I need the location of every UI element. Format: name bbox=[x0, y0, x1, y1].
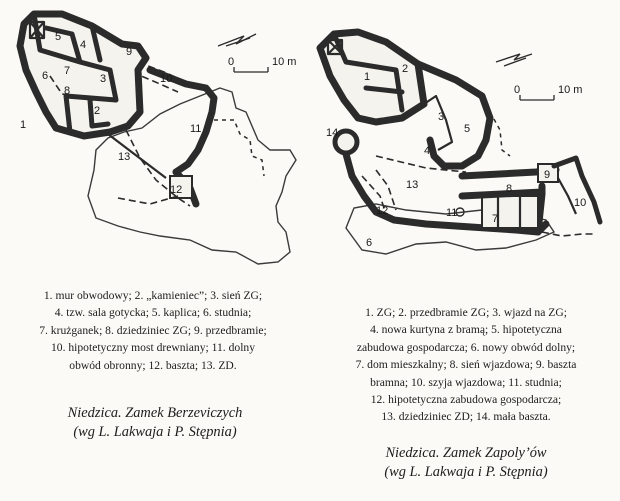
label-10: 10 bbox=[160, 73, 173, 85]
lower-wall-11 bbox=[150, 70, 214, 172]
north-arrow-icon bbox=[496, 54, 532, 66]
label-5: 5 bbox=[55, 31, 62, 43]
scale-zero-right: 0 bbox=[514, 84, 521, 96]
legend-berzeviczy bbox=[4, 287, 302, 374]
label-5-right: 5 bbox=[464, 123, 471, 135]
figure-source: (wg L. Lakwaja i P. Stępnia) bbox=[73, 424, 237, 440]
figure-title: Niedzica. Zamek Berzeviczych bbox=[67, 405, 243, 421]
label-10-right: 10 bbox=[574, 197, 587, 209]
plan-zapolya bbox=[306, 0, 620, 285]
legend-line: 7. dom mieszkalny; 8. sień wjazdowa; 9. baszta bbox=[355, 358, 577, 372]
scale-ten-right: 10 m bbox=[558, 84, 583, 96]
legend-line: 12. hipotetyczna zabudowa gospodarcza; bbox=[370, 393, 562, 407]
legend-line: zabudowa gospodarcza; 6. nowy obwód dolny; bbox=[356, 340, 576, 354]
scale-bar bbox=[228, 56, 296, 72]
legend-line: 10. hipotetyczny most drewniany; 11. dolny bbox=[50, 341, 256, 355]
house-7 bbox=[482, 196, 538, 228]
label-4-right: 4 bbox=[424, 145, 431, 157]
legend-line: 4. nowa kurtyna z bramą; 5. hipotetyczna bbox=[370, 323, 562, 337]
label-9-right: 9 bbox=[544, 169, 551, 181]
label-14-right: 14 bbox=[326, 127, 339, 139]
label-2-right: 2 bbox=[402, 63, 409, 75]
scale-zero: 0 bbox=[228, 56, 235, 68]
label-4: 4 bbox=[80, 39, 87, 51]
title-berzeviczy bbox=[0, 404, 310, 442]
label-1: 1 bbox=[20, 119, 27, 131]
label-7-right: 7 bbox=[492, 213, 499, 225]
title-zapolya bbox=[316, 444, 616, 482]
plan-zapolya-drawing bbox=[306, 0, 620, 285]
label-8-right: 8 bbox=[506, 183, 513, 195]
hatch-wall bbox=[214, 120, 264, 176]
plan-berzeviczy bbox=[0, 0, 310, 285]
label-13: 13 bbox=[118, 151, 131, 163]
legend-line: 13. dziedziniec ZD; 14. mała baszta. bbox=[381, 410, 551, 424]
label-12-right: 12 bbox=[376, 205, 389, 217]
legend-line: 7. krużganek; 8. dziedziniec ZG; 9. przedbramie; bbox=[39, 323, 267, 337]
legend-line: 1. mur obwodowy; 2. „kamieniec”; 3. sień ZG; bbox=[43, 289, 263, 302]
label-3-right: 3 bbox=[438, 111, 445, 123]
entry-neck-10 bbox=[554, 158, 600, 222]
label-11-right: 11 bbox=[446, 207, 458, 219]
north-arrow-icon bbox=[218, 34, 256, 46]
scale-ten: 10 m bbox=[272, 56, 297, 68]
figure-title: Niedzica. Zamek Zapoly’ów bbox=[385, 445, 547, 461]
label-1-right: 1 bbox=[364, 71, 371, 83]
legend-line: bramna; 10. szyja wjazdowa; 11. studnia; bbox=[370, 375, 562, 389]
small-tower-14 bbox=[335, 131, 357, 153]
plan-berzeviczy-drawing bbox=[0, 0, 310, 285]
label-7: 7 bbox=[64, 65, 71, 77]
label-9: 9 bbox=[126, 46, 133, 58]
legend-line: 4. tzw. sala gotycka; 5. kaplica; 6. studnia; bbox=[54, 306, 252, 320]
legend-line: 1. ZG; 2. przedbramie ZG; 3. wjazd na ZG; bbox=[365, 306, 567, 319]
legend-line: obwód obronny; 12. baszta; 13. ZD. bbox=[69, 358, 237, 372]
label-13-right: 13 bbox=[406, 179, 419, 191]
figure-source: (wg L. Lakwaja i P. Stępnia) bbox=[384, 464, 548, 480]
label-8: 8 bbox=[64, 85, 71, 97]
label-6: 6 bbox=[42, 70, 49, 82]
label-12: 12 bbox=[170, 184, 183, 196]
legend-zapolya bbox=[316, 304, 616, 426]
scale-bar-right bbox=[514, 84, 582, 100]
label-2: 2 bbox=[94, 105, 101, 117]
label-6-right: 6 bbox=[366, 237, 373, 249]
label-3: 3 bbox=[100, 73, 107, 85]
label-11: 11 bbox=[190, 123, 202, 135]
